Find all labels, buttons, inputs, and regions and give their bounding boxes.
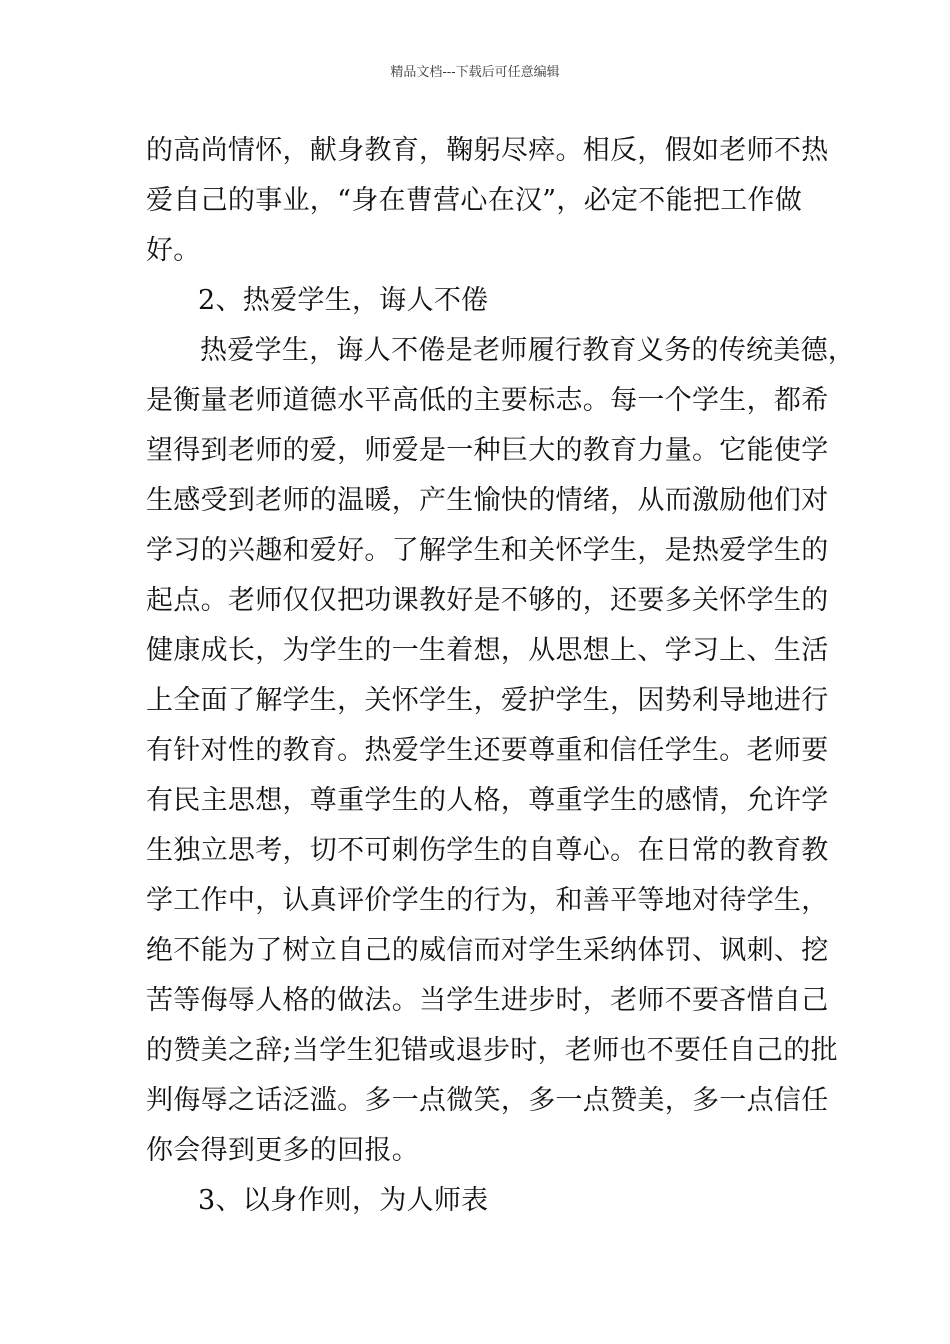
text-line: 上全面了解学生，关怀学生，爱护学生，因势利导地进行	[146, 685, 829, 716]
section-heading-3: 3、以身作则，为人师表	[198, 1185, 489, 1216]
text-line: 是衡量老师道德水平高低的主要标志。每一个学生，都希	[146, 385, 829, 416]
text-line: 你会得到更多的回报。	[146, 1135, 419, 1166]
text-line: 望得到老师的爱，师爱是一种巨大的教育力量。它能使学	[146, 435, 829, 466]
document-body	[146, 126, 856, 1226]
text-line: 生独立思考，切不可刺伤学生的自尊心。在日常的教育教	[146, 835, 829, 866]
text-line: 的赞美之辞;当学生犯错或退步时，老师也不要任自己的批	[146, 1035, 838, 1066]
text-line: 好。	[146, 235, 201, 266]
text-line: 健康成长，为学生的一生着想，从思想上、学习上、生活	[146, 635, 829, 666]
section-heading-2: 2、热爱学生，诲人不倦	[198, 285, 489, 316]
paragraph-love-students	[146, 326, 856, 1176]
text-line: 有针对性的教育。热爱学生还要尊重和信任学生。老师要	[146, 735, 829, 766]
text-line: 生感受到老师的温暖，产生愉快的情绪，从而激励他们对	[146, 485, 829, 516]
text-line: 绝不能为了树立自己的威信而对学生采纳体罚、讽刺、挖	[146, 935, 829, 966]
text-line: 判侮辱之话泛滥。多一点微笑，多一点赞美，多一点信任	[146, 1085, 829, 1116]
text-line: 起点。老师仅仅把功课教好是不够的，还要多关怀学生的	[146, 585, 829, 616]
text-line: 爱自己的事业，“身在曹营心在汉”，必定不能把工作做	[146, 185, 803, 216]
text-line: 的高尚情怀，献身教育，鞠躬尽瘁。相反，假如老师不热	[146, 135, 829, 166]
text-line: 热爱学生，诲人不倦是老师履行教育义务的传统美德，	[200, 335, 856, 366]
text-line: 苦等侮辱人格的做法。当学生进步时，老师不要吝惜自己	[146, 985, 829, 1016]
paragraph-continuation	[146, 126, 829, 276]
text-line: 学习的兴趣和爱好。了解学生和关怀学生，是热爱学生的	[146, 535, 829, 566]
text-line: 有民主思想，尊重学生的人格，尊重学生的感情，允许学	[146, 785, 829, 816]
text-line: 学工作中，认真评价学生的行为，和善平等地对待学生，	[146, 885, 829, 916]
page-header: 精品文档---下载后可任意编辑	[390, 65, 560, 80]
